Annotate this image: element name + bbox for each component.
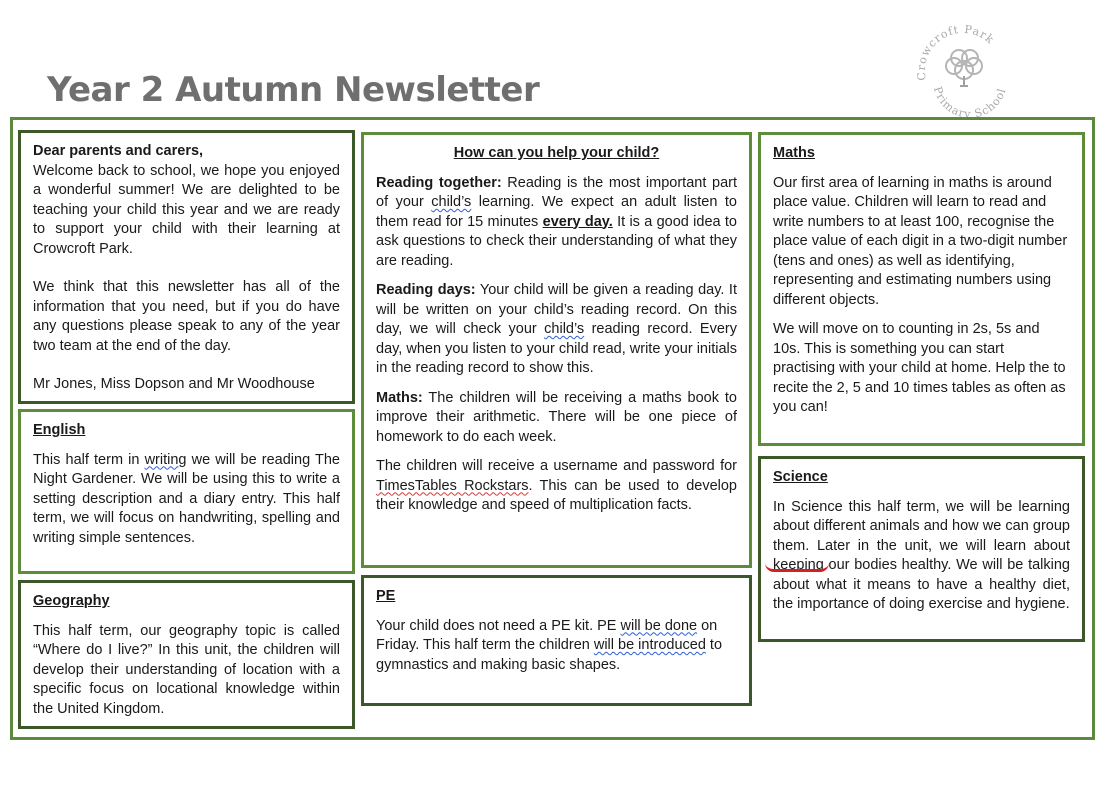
welcome-box <box>18 130 355 404</box>
pe-text: Your child does not need a PE kit. PE will be done on Friday. This half term the children will be introduced to gymnastics and making basic shapes. <box>376 617 723 673</box>
help-heading: How can you help your child? <box>453 145 660 161</box>
pe-heading: PE <box>376 588 396 604</box>
maths-paragraph-2: We will move on to counting in 2s, 5s and 10s. This is something you can start practising with your child at home. Help the to recite the 2, 5 and 10 times tables as often as you can! <box>773 321 1066 415</box>
red-pen-mark <box>765 563 829 572</box>
maths-heading: Maths <box>773 145 815 161</box>
svg-text:Primary School <box>931 85 1009 120</box>
maths-box <box>758 132 1085 446</box>
greeting: Dear parents and carers, <box>33 143 204 159</box>
geography-heading: Geography <box>33 593 110 609</box>
geography-text: This half term, our geography topic is called “Where do I live?” In this unit, the children will develop their understanding of location with a specific focus on locational knowledge within the United Kingdom. <box>33 622 340 717</box>
page-title: Year 2 Autumn Newsletter <box>47 70 540 110</box>
science-text: In Science this half term, we will be learning about different animals and how we can group them. Later in the unit, we will learn about keeping our bodies healthy. We will be talking about what it means to have a healthy diet, the importance of doing exercise and hygiene. <box>773 498 1070 612</box>
pe-box <box>361 575 752 706</box>
spellcheck-writing: writing <box>144 451 187 468</box>
english-text: This half term in writing we will be reading The Night Gardener. We will be using this to write a setting description and a diary entry. This half term, we will focus on handwriting, spelling and writing simple sentences. <box>33 451 340 546</box>
welcome-paragraph-1: Welcome back to school, we hope you enjoyed a wonderful summer! We are delighted to be teaching your child this year and we are ready to support your child with their learning at Crowcroft Park. <box>33 162 340 257</box>
maths-paragraph-1: Our first area of learning in maths is around place value. Children will learn to read and write numbers to at least 100, recognise the place value of each digit in a two-digit number (tens and ones) as well as identifying, representing and estimating numbers using different objects. <box>773 174 1068 308</box>
english-heading: English <box>33 422 86 438</box>
timestables-rockstars: The children will receive a username and password for TimesTables Rockstars. This can be used to develop their knowledge and speed of multiplication facts. <box>376 458 737 513</box>
logo-text-top: Crowcroft Park <box>914 22 997 82</box>
reading-together: Reading together: Reading is the most important part of your child’s learning. We expect an adult listen to them read for 15 minutes every day. It is a good idea to ask questions to check their understanding of what they are reading. <box>376 174 738 269</box>
reading-days: Reading days: Your child will be given a reading day. It will be written on your child’s reading record. On this day, we will check your child’s reading record. Every day, when you listen to your child read, write your initials in the reading record to show this. <box>376 282 737 376</box>
help-box <box>361 132 752 568</box>
science-box <box>758 456 1085 642</box>
tree-icon <box>946 50 982 86</box>
school-logo <box>912 22 1016 120</box>
science-heading: Science <box>773 469 828 485</box>
logo-text-bottom: Primary School <box>930 85 1009 120</box>
maths-homework: Maths: The children will be receiving a maths book to improve their arithmetic. There will be one piece of homework to do each week. <box>376 389 737 445</box>
english-box <box>18 409 355 574</box>
geography-box <box>18 580 355 729</box>
welcome-paragraph-2: We think that this newsletter has all of the information that you need, but if you do have any questions please speak to any of the year two team at the end of the day. <box>33 279 340 354</box>
signoff: Mr Jones, Miss Dopson and Mr Woodhouse <box>33 376 315 392</box>
